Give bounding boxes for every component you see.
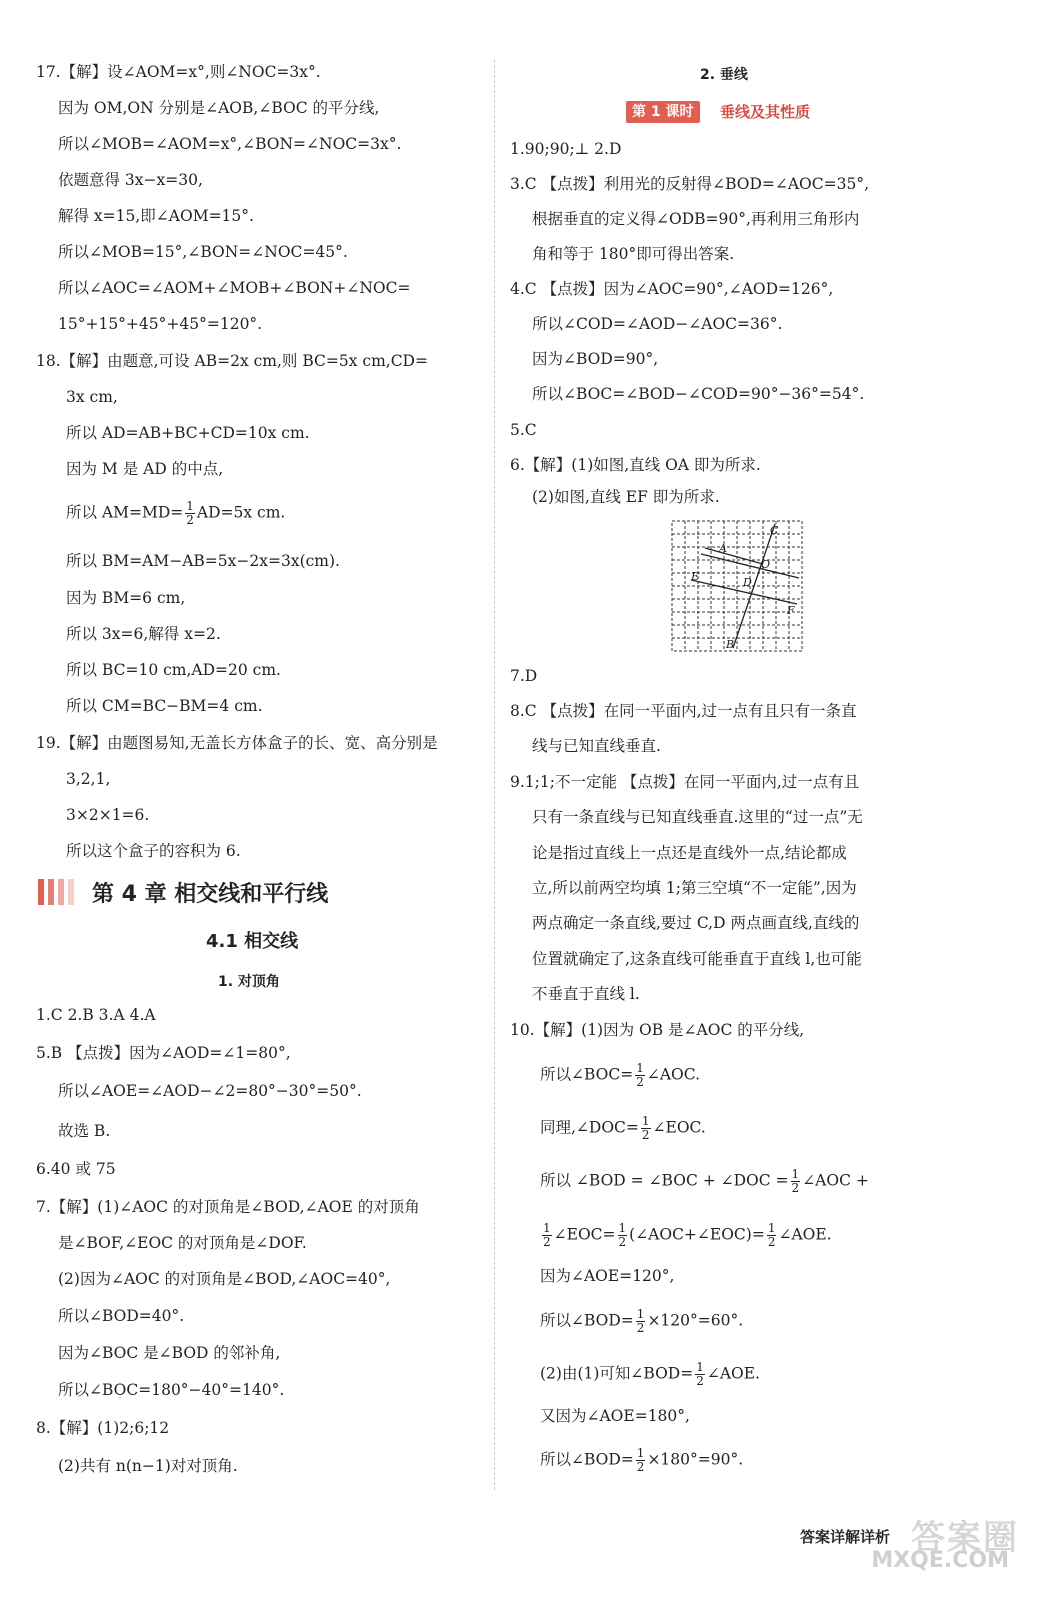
s1-q5-line2: 所以∠AOE=∠AOD−∠2=80°−30°=50°. <box>58 1082 362 1100</box>
subsection-title-2: 2. 垂线 <box>700 67 748 83</box>
q17-line1: 17.【解】设∠AOM=x°,则∠NOC=3x°. <box>36 63 321 81</box>
r-q10-line9: 又因为∠AOE=180°, <box>540 1407 690 1425</box>
r-q3-line2: 根据垂直的定义得∠ODB=90°,再利用三角形内 <box>532 210 860 228</box>
r-q4-line1: 4.C 【点拨】因为∠AOC=90°,∠AOD=126°, <box>510 280 834 298</box>
q18-line5: 所以 AM=MD= $\frac{1}{2}$ AD=5x cm. <box>66 499 286 527</box>
s1-q5-line3: 故选 B. <box>58 1122 111 1140</box>
subsection-title: 1. 对顶角 <box>218 974 280 990</box>
q17-line2: 因为 OM,ON 分别是∠AOB,∠BOC 的平分线, <box>58 99 380 117</box>
s1-q7-line1: 7.【解】(1)∠AOC 的对顶角是∠BOD,∠AOE 的对顶角 <box>36 1198 420 1216</box>
q17-line4: 依题意得 3x−x=30, <box>58 171 203 189</box>
chapter-title: 第 4 章 相交线和平行线 <box>92 882 329 907</box>
s1-q7-line4: 所以∠BOD=40°. <box>58 1307 185 1325</box>
r-q10-line8: (2)由(1)可知∠BOD= $\frac{1}{2}$ ∠AOE. <box>540 1360 760 1388</box>
q18-line4: 因为 M 是 AD 的中点, <box>66 460 224 478</box>
r-q9-line4: 立,所以前两空均填 1;第三空填“不一定能”,因为 <box>532 879 857 897</box>
figure-label-f: F <box>787 604 795 617</box>
fraction: $\frac{1}{2}$ <box>186 499 194 527</box>
q19-line1: 19.【解】由题图易知,无盖长方体盒子的长、宽、高分别是 <box>36 734 438 752</box>
section-title: 4.1 相交线 <box>206 931 299 952</box>
r-q10-line1: 10.【解】(1)因为 OB 是∠AOC 的平分线, <box>510 1021 805 1039</box>
s1-q7-line3: (2)因为∠AOC 的对顶角是∠BOD,∠AOC=40°, <box>58 1270 391 1288</box>
q19-line4: 所以这个盒子的容积为 6. <box>66 842 241 860</box>
s1-answers: 1.C 2.B 3.A 4.A <box>36 1006 156 1024</box>
q17-line8: 15°+15°+45°+45°=120°. <box>58 315 263 333</box>
s1-q7-line6: 所以∠BOC=180°−40°=140°. <box>58 1381 285 1399</box>
q18-line9: 所以 BC=10 cm,AD=20 cm. <box>66 661 281 679</box>
r-q10-line7: 所以∠BOD= $\frac{1}{2}$ ×120°=60°. <box>540 1307 744 1335</box>
r-q6-line1: 6.【解】(1)如图,直线 OA 即为所求. <box>510 456 761 474</box>
q18-line6: 所以 BM=AM−AB=5x−2x=3x(cm). <box>66 552 340 570</box>
r-q4-line2: 所以∠COD=∠AOD−∠AOC=36°. <box>532 315 783 333</box>
column-divider <box>494 60 495 1490</box>
lesson-badge: 第 1 课时 <box>626 101 700 123</box>
r-q9-line7: 不垂直于直线 l. <box>532 985 640 1003</box>
right-column <box>500 0 1039 1600</box>
r-q10-line10: 所以∠BOD= $\frac{1}{2}$ ×180°=90°. <box>540 1446 744 1474</box>
s1-q6: 6.40 或 75 <box>36 1160 116 1178</box>
s1-q5-line1: 5.B 【点拨】因为∠AOD=∠1=80°, <box>36 1044 291 1062</box>
r-q10-line2: 所以∠BOC= $\frac{1}{2}$ ∠AOC. <box>540 1061 700 1089</box>
q17-line6: 所以∠MOB=15°,∠BON=∠NOC=45°. <box>58 243 348 261</box>
left-column <box>0 0 492 1600</box>
r-q10-line3: 同理,∠DOC= $\frac{1}{2}$ ∠EOC. <box>540 1114 706 1142</box>
q17-line3: 所以∠MOB=∠AOM=x°,∠BON=∠NOC=3x°. <box>58 135 402 153</box>
r-q7: 7.D <box>510 667 538 685</box>
q18-line7: 因为 BM=6 cm, <box>66 589 186 607</box>
q18-line2: 3x cm, <box>66 388 118 406</box>
s1-q8-line2: (2)共有 n(n−1)对对顶角. <box>58 1457 238 1475</box>
watermark-logo: 答案圈 <box>911 1518 1019 1558</box>
r-q9-line6: 位置就确定了,这条直线可能垂直于直线 l,也可能 <box>532 950 862 968</box>
q18-line1: 18.【解】由题意,可设 AB=2x cm,则 BC=5x cm,CD= <box>36 352 428 370</box>
r-q3-line1: 3.C 【点拨】利用光的反射得∠BOD=∠AOC=35°, <box>510 175 869 193</box>
r-q5: 5.C <box>510 421 537 439</box>
r-q4-line4: 所以∠BOC=∠BOD−∠COD=90°−36°=54°. <box>532 385 865 403</box>
r-q10-line6: 因为∠AOE=120°, <box>540 1267 675 1285</box>
figure-label-b: B <box>726 638 735 651</box>
r-q10-line4: 所以 ∠BOD = ∠BOC + ∠DOC = $\frac{1}{2}$ ∠AOC + <box>540 1167 869 1195</box>
r-q8-line2: 线与已知直线垂直. <box>532 737 661 755</box>
q18-line3: 所以 AD=AB+BC+CD=10x cm. <box>66 424 310 442</box>
q18-line10: 所以 CM=BC−BM=4 cm. <box>66 697 263 715</box>
s1-q7-line2: 是∠BOF,∠EOC 的对顶角是∠DOF. <box>58 1234 307 1252</box>
figure-label-o: O <box>761 558 771 571</box>
figure-label-d: D <box>743 576 752 589</box>
q17-line7: 所以∠AOC=∠AOM+∠MOB+∠BON+∠NOC= <box>58 279 411 297</box>
r-q4-line3: 因为∠BOD=90°, <box>532 350 659 368</box>
q18-line8: 所以 3x=6,解得 x=2. <box>66 625 221 643</box>
s1-q8-line1: 8.【解】(1)2;6;12 <box>36 1419 170 1437</box>
r-q6-line2: (2)如图,直线 EF 即为所求. <box>532 488 720 506</box>
r-q10-line5: $\frac{1}{2}$ ∠EOC= $\frac{1}{2}$ (∠AOC+∠EOC)= $\frac{1}{2}$ ∠AOE. <box>543 1221 832 1249</box>
r-q9-line3: 论是指过直线上一点还是直线外一点,结论都成 <box>532 844 847 862</box>
s1-q7-line5: 因为∠BOC 是∠BOD 的邻补角, <box>58 1344 281 1362</box>
r-q9-line1: 9.1;1;不一定能 【点拨】在同一平面内,过一点有且 <box>510 773 860 791</box>
q19-line2: 3,2,1, <box>66 770 111 788</box>
grid-figure <box>671 520 803 652</box>
r-q3-line3: 角和等于 180°即可得出答案. <box>532 245 735 263</box>
r-q1-q2: 1.90;90;⊥ 2.D <box>510 140 622 158</box>
lesson-title: 垂线及其性质 <box>720 103 811 121</box>
r-q9-line2: 只有一条直线与已知直线垂直.这里的“过一点”无 <box>532 808 863 826</box>
footer-label: 答案详解详析 <box>800 1528 891 1546</box>
figure-label-c: C <box>770 524 779 537</box>
watermark-url: MXQE.COM <box>871 1548 1009 1573</box>
chapter-bars-icon <box>38 879 82 905</box>
r-q8-line1: 8.C 【点拨】在同一平面内,过一点有且只有一条直 <box>510 702 857 720</box>
figure-label-a: A <box>719 542 727 555</box>
figure-label-e: E <box>691 570 700 583</box>
q17-line5: 解得 x=15,即∠AOM=15°. <box>58 207 254 225</box>
q19-line3: 3×2×1=6. <box>66 806 150 824</box>
r-q9-line5: 两点确定一条直线,要过 C,D 两点画直线,直线的 <box>532 914 860 932</box>
